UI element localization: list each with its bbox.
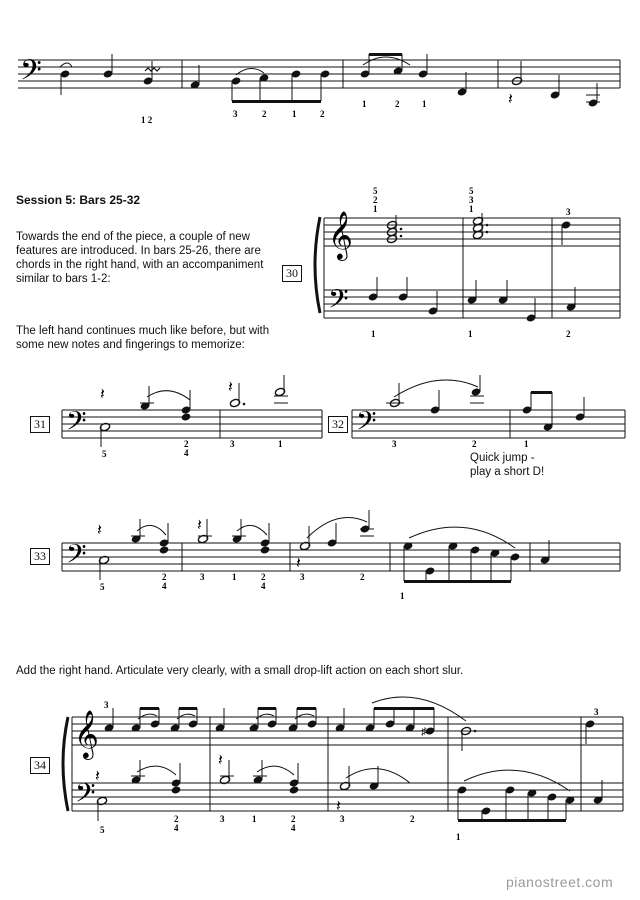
svg-text:2: 2 [184, 439, 189, 449]
svg-text:3: 3 [469, 195, 474, 205]
bass-clef-icon: 𝄢 [66, 539, 87, 575]
svg-text:1: 1 [456, 832, 461, 842]
svg-text:3: 3 [594, 707, 599, 717]
bass-clef-icon: 𝄢 [356, 406, 377, 442]
svg-text:2: 2 [373, 195, 378, 205]
svg-text:3: 3 [340, 814, 345, 824]
right-hand-paragraph: Add the right hand. Articulate very clearly, with a small drop-lift action on each short slur. [16, 665, 464, 677]
svg-text:1: 1 [371, 329, 376, 339]
svg-text:𝄽: 𝄽 [228, 379, 233, 396]
svg-text:1: 1 [469, 204, 474, 214]
svg-text:3: 3 [230, 439, 235, 449]
bar-number-32: 32 [328, 416, 348, 433]
svg-text:2: 2 [261, 572, 266, 582]
svg-text:1: 1 [422, 99, 427, 109]
bar-number-33: 33 [30, 548, 50, 565]
svg-text:3: 3 [220, 814, 225, 824]
svg-text:5: 5 [373, 186, 378, 196]
svg-text:4: 4 [184, 448, 189, 458]
treble-clef-icon: 𝄞 [74, 712, 99, 758]
bass-clef-icon: 𝄢 [328, 284, 349, 320]
svg-text:𝄽: 𝄽 [218, 752, 223, 769]
svg-text:2: 2 [410, 814, 415, 824]
svg-text:2: 2 [472, 439, 477, 449]
svg-text:1: 1 [362, 99, 367, 109]
section-heading: Session 5: Bars 25-32 [16, 193, 141, 207]
svg-text:1: 1 [524, 439, 529, 449]
svg-text:5: 5 [100, 825, 105, 835]
svg-text:2: 2 [320, 109, 325, 119]
bar33-staff [60, 508, 625, 603]
svg-text:3: 3 [392, 439, 397, 449]
top-bass-staff [0, 45, 640, 135]
bar-number-34: 34 [30, 757, 50, 774]
svg-text:𝄽: 𝄽 [97, 522, 102, 539]
svg-text:𝄽: 𝄽 [508, 91, 513, 108]
svg-text:1: 1 [292, 109, 297, 119]
treble-clef-icon: 𝄞 [328, 213, 353, 259]
svg-text:1: 1 [400, 591, 405, 601]
svg-text:1: 1 [468, 329, 473, 339]
svg-text:2: 2 [174, 814, 179, 824]
svg-text:𝄽: 𝄽 [296, 555, 301, 572]
svg-text:3: 3 [104, 700, 109, 710]
svg-text:1: 1 [252, 814, 257, 824]
svg-text:2: 2 [162, 572, 167, 582]
watermark: pianostreet.com [506, 874, 614, 890]
svg-text:4: 4 [261, 581, 266, 591]
svg-text:3: 3 [300, 572, 305, 582]
bar-number-30: 30 [282, 265, 302, 282]
svg-text:2: 2 [291, 814, 296, 824]
left-hand-paragraph: The left hand continues much like before, but with some new notes and fingerings to memorize: [16, 325, 270, 351]
svg-text:𝄽: 𝄽 [197, 517, 202, 534]
svg-text:1: 1 [232, 572, 237, 582]
bar-number-31: 31 [30, 416, 50, 433]
svg-text:5: 5 [100, 582, 105, 592]
svg-text:𝄽: 𝄽 [336, 798, 341, 815]
quick-jump-note: Quick jump - play a short D! [470, 452, 545, 478]
svg-text:1: 1 [278, 439, 283, 449]
bass-clef-icon: 𝄢 [75, 778, 96, 814]
svg-text:2: 2 [395, 99, 400, 109]
bass-clef-icon: 𝄢 [66, 406, 87, 442]
svg-text:1: 1 [373, 204, 378, 214]
svg-text:3: 3 [200, 572, 205, 582]
svg-text:3: 3 [233, 109, 238, 119]
bass-clef-icon: 𝄢 [20, 56, 42, 93]
bar30-grand-staff [300, 185, 630, 345]
svg-text:2: 2 [360, 572, 365, 582]
svg-text:3: 3 [566, 207, 571, 217]
svg-text:4: 4 [291, 823, 296, 833]
svg-text:♯: ♯ [421, 726, 427, 738]
svg-text:1 2: 1 2 [141, 115, 153, 125]
svg-text:4: 4 [162, 581, 167, 591]
svg-text:𝄽: 𝄽 [100, 386, 105, 403]
bar34-grand-staff [58, 693, 628, 843]
intro-paragraph: Towards the end of the piece, a couple of new features are introduced. In bars 25-26, there are chords in the right hand, with an accompaniment similar to bars 1-2: [16, 231, 264, 285]
svg-text:𝄽: 𝄽 [95, 768, 100, 785]
svg-text:4: 4 [174, 823, 179, 833]
svg-text:2: 2 [262, 109, 267, 119]
svg-text:5: 5 [469, 186, 474, 196]
bar31-staff [60, 375, 325, 465]
svg-text:2: 2 [566, 329, 571, 339]
svg-text:5: 5 [102, 449, 107, 459]
